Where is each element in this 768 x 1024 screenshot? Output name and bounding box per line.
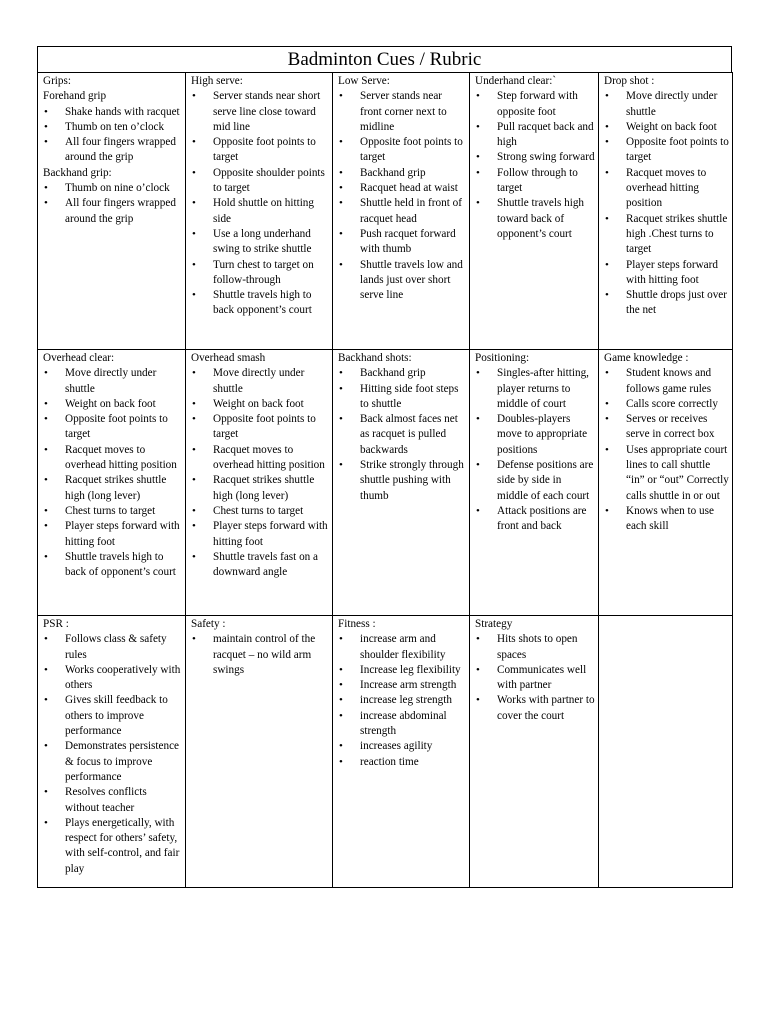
cue-item: • reaction time xyxy=(338,755,466,770)
cell-heading: Grips: xyxy=(43,75,71,87)
cue-list xyxy=(475,632,595,724)
cue-item: • Increase leg flexibility xyxy=(338,663,466,678)
cue-item: • Uses appropriate court lines to call shuttle “in” or “out” Correctly calls shuttle in or out xyxy=(604,443,729,504)
cell-heading: High serve: xyxy=(191,75,243,87)
rubric-cell xyxy=(599,350,733,616)
cue-item: • Racquet strikes shuttle high (long lever) xyxy=(191,473,329,504)
cell-heading: Backhand shots: xyxy=(338,352,412,364)
cell-heading: Strategy xyxy=(475,618,513,630)
rubric-row xyxy=(38,350,733,616)
cell-heading: Overhead smash xyxy=(191,352,266,364)
cue-item: • Shuttle travels low and lands just over short serve line xyxy=(338,258,466,304)
cue-item: • Shuttle held in front of racquet head xyxy=(338,196,466,227)
cell-heading: Forehand grip xyxy=(43,90,107,103)
cue-item: • Opposite shoulder points to target xyxy=(191,166,329,197)
cue-item: • Follows class & safety rules xyxy=(43,632,182,663)
cue-list xyxy=(191,366,329,580)
cue-item: • Singles-after hitting, player returns to middle of court xyxy=(475,366,595,412)
rubric-document xyxy=(37,46,732,888)
cue-list xyxy=(604,89,729,318)
cue-item: • Shuttle travels fast on a downward angle xyxy=(191,550,329,581)
cell-heading: Safety : xyxy=(191,618,226,630)
cue-item: • Shuttle drops just over the net xyxy=(604,288,729,319)
cue-item: • Opposite foot points to target xyxy=(191,412,329,443)
cue-item: • Works cooperatively with others xyxy=(43,663,182,694)
cue-item: • Defense positions are side by side in middle of each court xyxy=(475,458,595,504)
cue-item: • Knows when to use each skill xyxy=(604,504,729,535)
cue-item: • Opposite foot points to target xyxy=(43,412,182,443)
cue-item: • Shake hands with racquet xyxy=(43,105,182,120)
cue-list xyxy=(43,181,182,227)
cue-item: • Resolves conflicts without teacher xyxy=(43,785,182,816)
rubric-cell xyxy=(186,73,333,350)
rubric-cell xyxy=(333,616,470,888)
rubric-cell xyxy=(333,73,470,350)
cue-item: • Racquet strikes shuttle high .Chest turns to target xyxy=(604,212,729,258)
cue-item: • All four fingers wrapped around the grip xyxy=(43,196,182,227)
cue-item: • Follow through to target xyxy=(475,166,595,197)
cue-item: • Calls score correctly xyxy=(604,397,729,412)
cue-item: • Push racquet forward with thumb xyxy=(338,227,466,258)
cue-item: • Racquet strikes shuttle high (long lever) xyxy=(43,473,182,504)
cue-list xyxy=(191,632,329,678)
cue-item: • Player steps forward with hitting foot xyxy=(191,519,329,550)
cue-item: • Turn chest to target on follow-through xyxy=(191,258,329,289)
rubric-cell xyxy=(186,350,333,616)
cell-heading: Backhand grip: xyxy=(43,166,112,179)
cue-item: • Opposite foot points to target xyxy=(191,135,329,166)
cue-item: • Hits shots to open spaces xyxy=(475,632,595,663)
cue-item: • Move directly under shuttle xyxy=(43,366,182,397)
cue-list xyxy=(475,89,595,242)
cue-item: • Strong swing forward xyxy=(475,150,595,165)
cue-item: • Student knows and follows game rules xyxy=(604,366,729,397)
cue-item: • Plays energetically, with respect for others’ safety, with self-control, and fair play xyxy=(43,816,182,877)
rubric-cell xyxy=(38,350,186,616)
cue-item: • Player steps forward with hitting foot xyxy=(43,519,182,550)
cell-heading: Low Serve: xyxy=(338,75,390,87)
cue-item: • Move directly under shuttle xyxy=(604,89,729,120)
cue-list xyxy=(43,632,182,877)
cue-item: • Thumb on ten o’clock xyxy=(43,120,182,135)
cue-item: • Demonstrates persistence & focus to improve performance xyxy=(43,739,182,785)
rubric-cell xyxy=(470,73,599,350)
cue-list xyxy=(338,366,466,504)
cue-item: • Server stands near front corner next to midline xyxy=(338,89,466,135)
cue-item: • Weight on back foot xyxy=(43,397,182,412)
cue-item: • Weight on back foot xyxy=(604,120,729,135)
cue-item: • Chest turns to target xyxy=(43,504,182,519)
cue-list xyxy=(191,89,329,318)
cue-list xyxy=(338,632,466,770)
cue-item: • Pull racquet back and high xyxy=(475,120,595,151)
rubric-cell xyxy=(470,350,599,616)
cue-item: • Racquet head at waist xyxy=(338,181,466,196)
cue-item: • Weight on back foot xyxy=(191,397,329,412)
rubric-cell xyxy=(38,73,186,350)
cue-list xyxy=(604,366,729,534)
cue-list xyxy=(475,366,595,534)
cue-item: • Racquet moves to overhead hitting position xyxy=(43,443,182,474)
cue-item: • Shuttle travels high toward back of opponent’s court xyxy=(475,196,595,242)
cue-item: • Shuttle travels high to back of opponent’s court xyxy=(43,550,182,581)
cue-item: • Works with partner to cover the court xyxy=(475,693,595,724)
cue-item: • All four fingers wrapped around the grip xyxy=(43,135,182,166)
cue-item: • Shuttle travels high to back opponent’s court xyxy=(191,288,329,319)
cue-item: • maintain control of the racquet – no wild arm swings xyxy=(191,632,329,678)
cell-heading: Overhead clear: xyxy=(43,352,115,364)
cue-item: • Backhand grip xyxy=(338,166,466,181)
cue-item: • Serves or receives serve in correct box xyxy=(604,412,729,443)
cue-item: • Racquet moves to overhead hitting position xyxy=(604,166,729,212)
cue-item: • Server stands near short serve line close toward mid line xyxy=(191,89,329,135)
cue-item: • Thumb on nine o’clock xyxy=(43,181,182,196)
cell-heading: PSR : xyxy=(43,618,69,630)
cue-item: • Hitting side foot steps to shuttle xyxy=(338,382,466,413)
cue-item: • Opposite foot points to target xyxy=(338,135,466,166)
cell-heading: Fitness : xyxy=(338,618,376,630)
cue-list xyxy=(338,89,466,303)
cue-item: • Hold shuttle on hitting side xyxy=(191,196,329,227)
cue-item: • Move directly under shuttle xyxy=(191,366,329,397)
cue-item: • Chest turns to target xyxy=(191,504,329,519)
cue-item: • increase abdominal strength xyxy=(338,709,466,740)
cue-item: • Communicates well with partner xyxy=(475,663,595,694)
cue-item: • Use a long underhand swing to strike shuttle xyxy=(191,227,329,258)
rubric-cell xyxy=(470,616,599,888)
cell-heading: Positioning: xyxy=(475,352,530,364)
page-title: Badminton Cues / Rubric xyxy=(37,46,732,72)
cue-item: • Backhand grip xyxy=(338,366,466,381)
cue-item: • increase leg strength xyxy=(338,693,466,708)
rubric-cell xyxy=(333,350,470,616)
cue-item: • Strike strongly through shuttle pushing with thumb xyxy=(338,458,466,504)
cue-item: • increase arm and shoulder flexibility xyxy=(338,632,466,663)
rubric-cell xyxy=(599,616,733,888)
cue-item: • Back almost faces net as racquet is pulled backwards xyxy=(338,412,466,458)
cue-item: • Opposite foot points to target xyxy=(604,135,729,166)
rubric-cell xyxy=(599,73,733,350)
cue-item: • Racquet moves to overhead hitting position xyxy=(191,443,329,474)
cue-list xyxy=(43,105,182,166)
cue-list xyxy=(43,366,182,580)
rubric-row xyxy=(38,616,733,888)
rubric-cell xyxy=(186,616,333,888)
cell-heading: Drop shot : xyxy=(604,75,655,87)
cue-item: • Doubles-players move to appropriate positions xyxy=(475,412,595,458)
cell-heading: Underhand clear:` xyxy=(475,75,557,87)
cue-item: • Attack positions are front and back xyxy=(475,504,595,535)
rubric-table xyxy=(37,72,733,888)
cue-item: • increases agility xyxy=(338,739,466,754)
cell-heading: Game knowledge : xyxy=(604,352,689,364)
cue-item: • Gives skill feedback to others to improve performance xyxy=(43,693,182,739)
rubric-row xyxy=(38,73,733,350)
cue-item: • Player steps forward with hitting foot xyxy=(604,258,729,289)
cue-item: • Step forward with opposite foot xyxy=(475,89,595,120)
rubric-cell xyxy=(38,616,186,888)
cue-item: • Increase arm strength xyxy=(338,678,466,693)
